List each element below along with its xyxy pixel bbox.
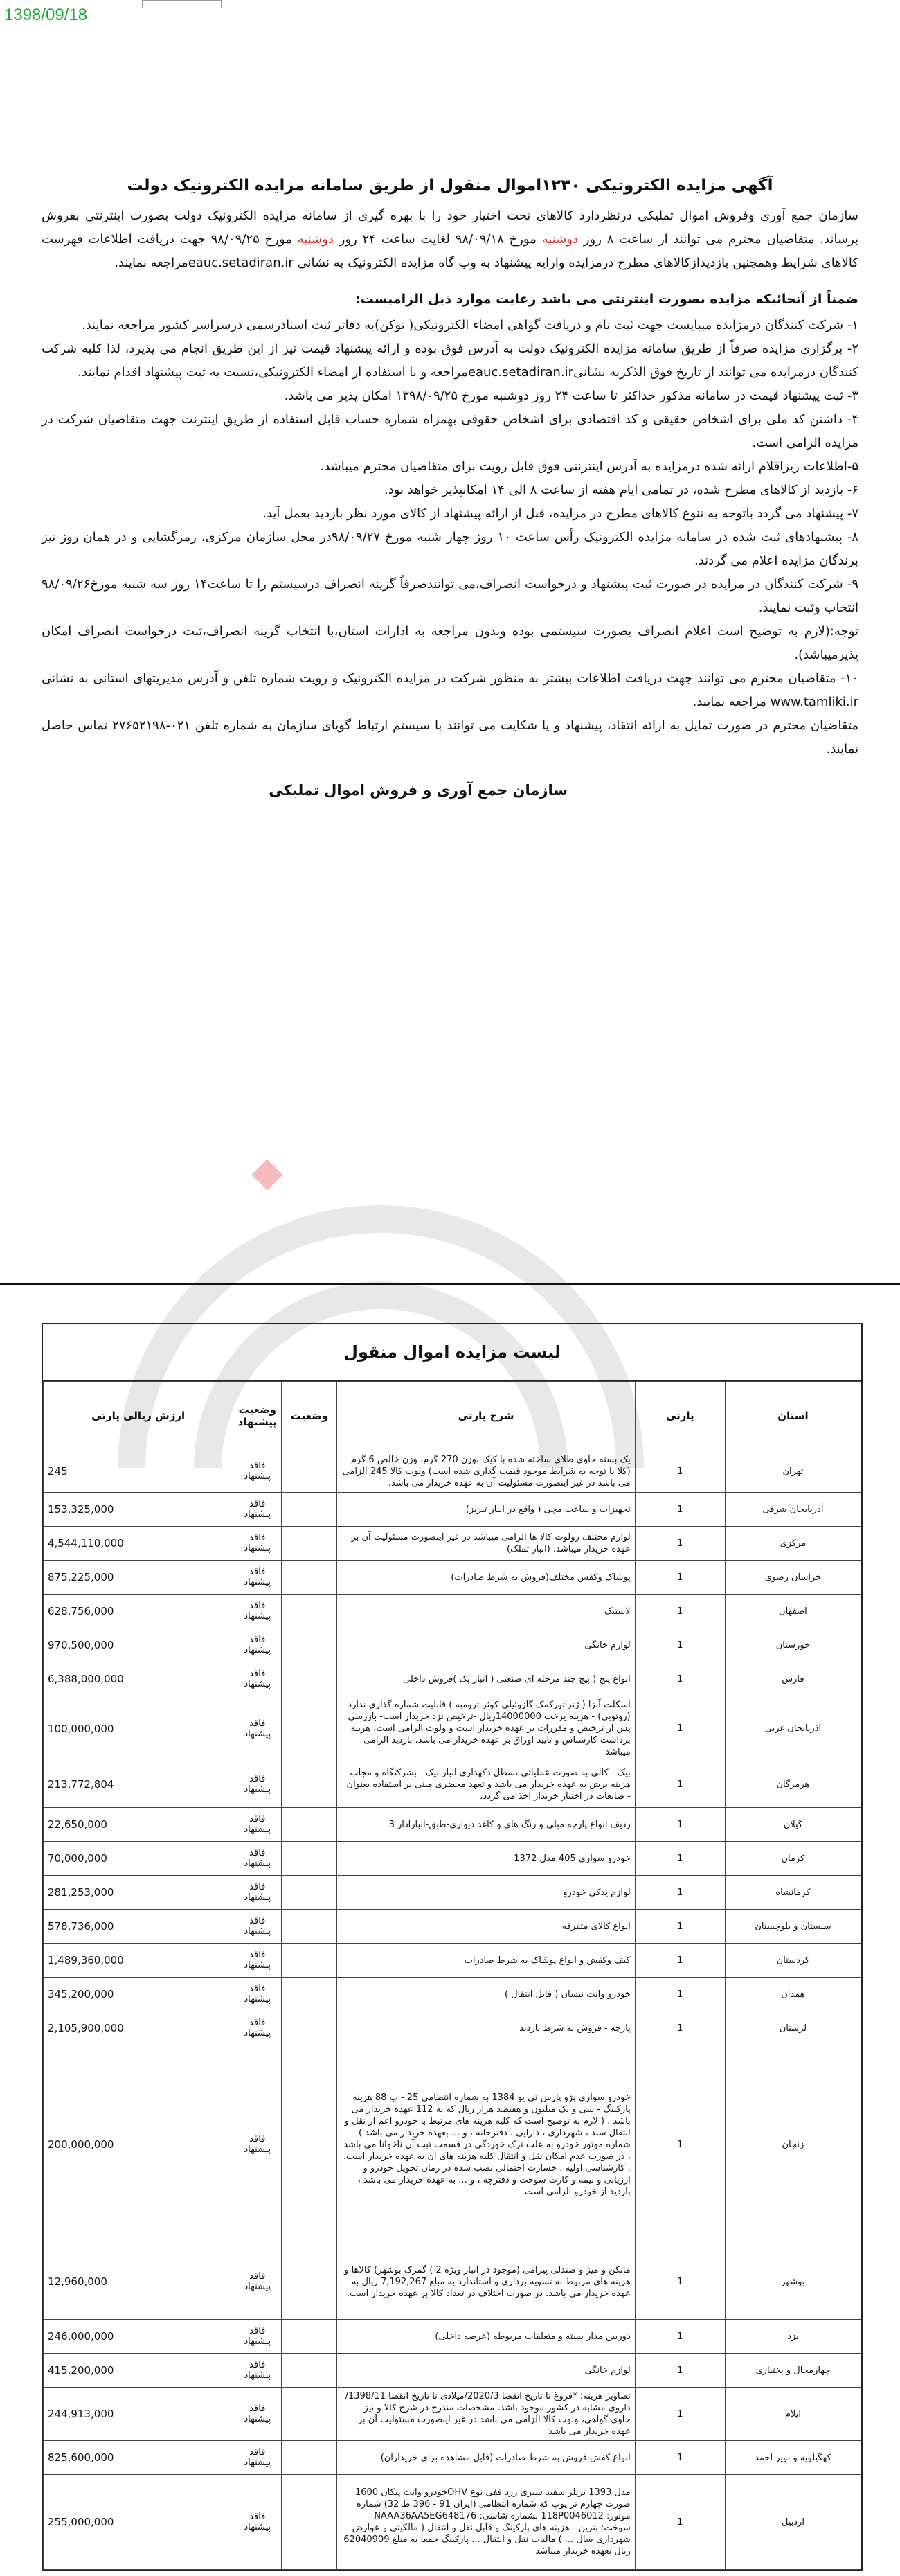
col-value: ارزش ریالی پارتی [44, 1382, 233, 1450]
col-status: وضعیت [282, 1382, 337, 1450]
cell-status [282, 1910, 337, 1944]
notice-item: متقاضیان محترم در صورت تمایل به ارائه انتقاد، پیشنهاد و یا شکایت می توانند با سیستم ارتباط گویای سازمان به شماره تلفن ۰۲۱-۲۷۶۵۲۱۹۸ تماس حاصل نمایند. [42, 718, 858, 756]
table-row [44, 1808, 861, 1842]
cell-parcel: 1 [635, 1842, 725, 1876]
notice-title: آگهی مزایده الکترونیکی ۱۲۳۰اموال منقول از طریق سامانه مزایده الکترونیک دولت [127, 177, 773, 195]
cell-parcel: 1 [635, 2441, 725, 2475]
cell-province: خراسان رضوی [725, 1561, 861, 1595]
notice-item: ۲- برگزاری مزایده صرفاً از طریق سامانه مزایده الکترونیک دولت به آدرس فوق بوده و ارائه پیشنهاد قیمت نیز از این طریق انجام می پذیرد، لذا کلیه شرکت کنندگان درمزایده می توانند از تاریخ فوق الذکربه نشانیeauc.setadiran.irمراجعه و با استفاده از امضاء الکترونیکی،نسبت به ثبت پیشنهاد اقدام نمایند. [42, 341, 858, 380]
cell-parcel: 1 [635, 2011, 725, 2045]
cell-province: فارس [725, 1662, 861, 1696]
cell-offer-status: فاقد پیشنهاد [233, 1978, 282, 2011]
toolbar-button[interactable] [201, 0, 222, 8]
notice-requirements-heading: ضمناً از آنجائیکه مزایده بصورت اینترنتی می باشد رعایت موارد ذیل الزامیست: [355, 292, 858, 307]
cell-status [282, 1944, 337, 1978]
cell-offer-status: فاقد پیشنهاد [233, 1808, 282, 1842]
cell-offer-status: فاقد پیشنهاد [233, 1493, 282, 1527]
cell-description: خودرو سواری پژو پارس تی یو 1384 به شماره انتظامی 25 - ب 88 هزینه پارکینگ - سی و یک میلیون و هفتصد هزار ریال که به 112 عهده خریدار می باشد . ( لازم به توضیح است که کلیه هزینه های مرتبط با خودرو اعم از نقل و انتقال سند ، شهرداری ، دارایی ، دفترخانه ، و ... بعهده خریدار می باشد ) شماره موتور خودرو به علت ترک خوردگی در قسمت ثبت آن ناخوانا می باشد ، در صورت عدم امکان نقل و انتقال کلیه هزینه های آن به عهده خریدار است. ، کارشناسی اولیه ، خسارت احتمالی نصب شده در زمان تحویل خودرو و ارزیابی و بیمه و کارت سوخت و دفترچه ، و ... به عهده خریدار می باشد ، بازدید از خودرو الزامی است [337, 2045, 635, 2244]
cell-description: لوازم یدکی خودرو [337, 1876, 635, 1910]
cell-parcel: 1 [635, 2388, 725, 2441]
notice-item: توجه:(لازم به توضیح است اعلام انصراف بصورت سیستمی بوده وبدون مراجعه به ادارات استان،با انتخاب گزینه انصراف،ثبت درخواست انصراف امکان پذیرمیباشد). [42, 624, 858, 662]
cell-province: همدان [725, 1978, 861, 2011]
cell-status [282, 1761, 337, 1808]
cell-parcel: 1 [635, 2244, 725, 2320]
cell-parcel: 1 [635, 1944, 725, 1978]
cell-province: خوزستان [725, 1628, 861, 1662]
cell-parcel: 1 [635, 1910, 725, 1944]
cell-description: تصاویر هزینه: *فروغ تا تاریخ انقضا 2020/3/میلادی تا تاریخ انقضا 1398/11/ داروی مشابه در کشور موجود باشد. مشخصات مندرج در شرح کالا و نیز حاوی گواهی، ولوت کالا الزامی می باشد در غیر اینصورت مسئولیت آن بر عهده خریدار می باشد [337, 2388, 635, 2441]
table-row [44, 2354, 861, 2388]
cell-status [282, 1561, 337, 1595]
cell-value: 825,600,000 [44, 2441, 233, 2475]
watermark-accent-diamond [251, 1159, 282, 1190]
cell-province: زنجان [725, 2045, 861, 2244]
cell-value: 2,105,900,000 [44, 2011, 233, 2045]
cell-value: 6,388,000,000 [44, 1662, 233, 1696]
cell-province: هرمزگان [725, 1761, 861, 1808]
cell-status [282, 1842, 337, 1876]
notice-item: ۹- شرکت کنندگان در مزایده در صورت ثبت پیشنهاد و درخواست انصراف،می توانندصرفاً گزینه انصراف درسیستم را تا ساعت۱۴ روز سه شنبه مورخ۹۸/۰۹/۲۶ انتخاب وثبت نمایند. [42, 577, 859, 615]
cell-parcel: 1 [635, 2354, 725, 2388]
cell-status [282, 1978, 337, 2011]
cell-value: 255,000,000 [44, 2475, 233, 2570]
cell-status [282, 2388, 337, 2441]
cell-province: تهران [725, 1450, 861, 1493]
cell-description: لوازم مختلف رولوت کالا ها الزامی میباشد در غیر اینصورت مسئولیت آن بر عهده خریدار میباشد. (انبار تملک) [337, 1527, 635, 1561]
cell-description: دوربین مدار بسته و متعلقات مربوطه (عرضه داخلی) [337, 2320, 635, 2354]
section-divider [0, 1283, 900, 1285]
table-row [44, 1761, 861, 1808]
cell-value: 12,960,000 [44, 2244, 233, 2320]
cell-province: بوشهر [725, 2244, 861, 2320]
cell-offer-status: فاقد پیشنهاد [233, 1662, 282, 1696]
cell-parcel: 1 [635, 2475, 725, 2570]
cell-parcel: 1 [635, 1662, 725, 1696]
notice-item: ۷- پیشنهاد می گردد باتوجه به تنوع کالاهای مطرح در مزایده، قبل از ارائه پیشنهاد از کالای مورد نظر بازدید بعمل آید. [262, 506, 858, 521]
cell-value: 200,000,000 [44, 2045, 233, 2244]
notice-item: ۸- پیشنهادهای ثبت شده در سامانه مزایده الکترونیک رأس ساعت ۱۰ روز چهار شنبه مورخ ۹۸/۰۹/۲۷در محل سازمان مرکزی، رمزگشایی و در همان روز نیز برندگان مزایده اعلام می گردند. [42, 530, 858, 568]
table-row [44, 1910, 861, 1944]
cell-offer-status: فاقد پیشنهاد [233, 2388, 282, 2441]
cell-status [282, 1595, 337, 1628]
cell-province: اردبیل [725, 2475, 861, 2570]
cell-parcel: 1 [635, 1808, 725, 1842]
cell-description: یک بسته حاوی طلای ساخته شده با کیک بوزن 270 گرم، وزن خالص 6 گرم (کلا با توجه به شرایط موجود قیمت گذاری شده است) ولوت کالا 245 الزامی می باشد در غیر اینصورت مسئولیت آن به عهده خریدار می باشد. [337, 1450, 635, 1493]
notice-item: ۵-اطلاعات ریزاقلام ارائه شده درمزایده به آدرس اینترنتی فوق قابل رویت برای متقاضیان محترم میباشد. [320, 459, 858, 474]
table-row [44, 1696, 861, 1761]
cell-value: 245 [44, 1450, 233, 1493]
cell-value: 70,000,000 [44, 1842, 233, 1876]
cell-value: 415,200,000 [44, 2354, 233, 2388]
cell-status [282, 1808, 337, 1842]
cell-status [282, 1876, 337, 1910]
cell-parcel: 1 [635, 1978, 725, 2011]
cell-parcel: 1 [635, 1696, 725, 1761]
cell-province: کرمانشاه [725, 1876, 861, 1910]
auction-table [43, 1381, 861, 2570]
table-row [44, 1944, 861, 1978]
cell-description: لوازم خانگی [337, 1628, 635, 1662]
cell-province: آذربایجان غربی [725, 1696, 861, 1761]
cell-parcel: 1 [635, 2320, 725, 2354]
cell-description: انواع کفش فروش به شرط صادرات (قابل مشاهده برای خریداران) [337, 2441, 635, 2475]
auction-list-table [42, 1323, 863, 2571]
cell-status [282, 2441, 337, 2475]
cell-offer-status: فاقد پیشنهاد [233, 2244, 282, 2320]
cell-parcel: 1 [635, 1493, 725, 1527]
col-description: شرح پارتی [337, 1382, 635, 1450]
cell-value: 22,650,000 [44, 1808, 233, 1842]
cell-province: یزد [725, 2320, 861, 2354]
table-row [44, 2011, 861, 2045]
table-row [44, 1493, 861, 1527]
col-province: استان [725, 1382, 861, 1450]
table-row [44, 1561, 861, 1595]
cell-province: چهارمحال و بختیاری [725, 2354, 861, 2388]
cell-offer-status: فاقد پیشنهاد [233, 1876, 282, 1910]
cell-status [282, 2320, 337, 2354]
table-row [44, 1662, 861, 1696]
cell-value: 875,225,000 [44, 1561, 233, 1595]
cell-description: مدل 1393 تریلر سفید شیری زرد قفی نوع OHVخودرو وانت پیکان 1600 صورت چهارم تر یوپ که شماره انتظامی (ایران 91 - 396 ط 32) شماره موتور: 118P0046012 بشماره شاسی: NAAA36AA5EG648176 سوخت: بنزین - هزینه های پارکینگ و قابل نقل و انتقال ( مالکیتی و عوارض شهرداری سال ... ) مالیات نقل و انتقال ... پارکینگ جمعا به مبلغ 62040909 ریال بعهده خریدار میباشد [337, 2475, 635, 2570]
cell-status [282, 2045, 337, 2244]
cell-value: 100,000,000 [44, 1696, 233, 1761]
cell-offer-status: فاقد پیشنهاد [233, 2475, 282, 2570]
table-row [44, 1876, 861, 1910]
table-row [44, 1978, 861, 2011]
cell-description: لاستیک [337, 1595, 635, 1628]
cell-status [282, 1527, 337, 1561]
cell-province: لرستان [725, 2011, 861, 2045]
cell-offer-status: فاقد پیشنهاد [233, 2354, 282, 2388]
cell-description: مانکن و میز و صندلی پیرامی (موجود در انبار ویژه 2 ) گمرک بوشهر) کالاها و هزینه های مربوط به تسویه برداری و استاندارد به مبلغ 7,192,267 ریال به عهده خریدار می باشد. در صورت اختلاف در تعداد کالا بر عهده خریدار است. [337, 2244, 635, 2320]
cell-offer-status: فاقد پیشنهاد [233, 1910, 282, 1944]
cell-status [282, 2244, 337, 2320]
cell-offer-status: فاقد پیشنهاد [233, 1628, 282, 1662]
cell-value: 345,200,000 [44, 1978, 233, 2011]
cell-description: اسکلت آنزا ( ژنراتورکمک گازوئیلی کوثر ترومبه ) قابلیت شماره گذاری ندارد (روتوبی) - هزینه یرخت 14000000ریال -ترخیص نزد خریدار است- بازرسی پس از ترخیص و مقررات بر عهده خریدار است و ولوت الزامی است، هزینه برداشت کارشناس و تایید اوراق بر عهده خریدار می باشد. بازدید الزامی میباشد [337, 1696, 635, 1761]
cell-description: کیف وکفش و انواع پوشاک به شرط صادرات [337, 1944, 635, 1978]
cell-value: 244,913,000 [44, 2388, 233, 2441]
toolbar-input[interactable] [142, 0, 202, 8]
table-row [44, 2045, 861, 2244]
cell-status [282, 1628, 337, 1662]
notice-item: ۶- بازدید از کالاهای مطرح شده، در تمامی ایام هفته از ساعت ۸ الی ۱۴ امکانپذیر خواهد بود. [384, 483, 858, 497]
cell-offer-status: فاقد پیشنهاد [233, 1450, 282, 1493]
table-row [44, 1842, 861, 1876]
cell-parcel: 1 [635, 1561, 725, 1595]
cell-value: 281,253,000 [44, 1876, 233, 1910]
cell-description: خودرو سواری 405 مدل 1372 [337, 1842, 635, 1876]
cell-value: 970,500,000 [44, 1628, 233, 1662]
cell-value: 1,489,360,000 [44, 1944, 233, 1978]
cell-description: پوشاک وکفش مختلف(فروش به شرط صادرات) [337, 1561, 635, 1595]
cell-province: آذربایجان شرقی [725, 1493, 861, 1527]
cell-parcel: 1 [635, 1527, 725, 1561]
table-header-row [44, 1382, 861, 1450]
notice-item: ۳- ثبت پیشنهاد قیمت در سامانه مذکور حداکثر تا ساعت ۲۴ روز دوشنبه مورخ ۱۳۹۸/۰۹/۲۵ امکان پذیر می باشد. [284, 389, 858, 403]
cell-province: کهگیلویه و بویر احمد [725, 2441, 861, 2475]
col-offer-status: وضعیت پیشنهاد [233, 1382, 282, 1450]
notice-item: ۱۰- متقاضیان محترم می توانند جهت دریافت اطلاعات بیشتر به منظور شرکت در مزایده الکترونیک و رویت شماره تلفن و آدرس مدیریتهای استانی به نشانی www.tamliki.ir مراجعه نمایند. [42, 671, 858, 709]
cell-province: کرمان [725, 1842, 861, 1876]
cell-parcel: 1 [635, 1450, 725, 1493]
cell-offer-status: فاقد پیشنهاد [233, 2441, 282, 2475]
cell-description: انواع کالای متفرقه [337, 1910, 635, 1944]
cell-description: انواع پنج ( پیچ چند مرحله ای صنعتی ( انبار پک )فروش داخلی [337, 1662, 635, 1696]
cell-value: 213,772,804 [44, 1761, 233, 1808]
table-row [44, 2388, 861, 2441]
table-title: لیست مزایده اموال منقول [43, 1324, 861, 1381]
cell-value: 153,325,000 [44, 1493, 233, 1527]
table-row [44, 1527, 861, 1561]
publish-date: 1398/09/18 [4, 6, 88, 24]
cell-parcel: 1 [635, 1876, 725, 1910]
col-parcel: پارتی [635, 1382, 725, 1450]
table-row [44, 1595, 861, 1628]
table-row [44, 1450, 861, 1493]
cell-status [282, 2011, 337, 2045]
table-row [44, 1628, 861, 1662]
cell-province: گیلان [725, 1808, 861, 1842]
cell-parcel: 1 [635, 2045, 725, 2244]
cell-value: 4,544,110,000 [44, 1527, 233, 1561]
cell-status [282, 2475, 337, 2570]
cell-offer-status: فاقد پیشنهاد [233, 1527, 282, 1561]
cell-value: 578,736,000 [44, 1910, 233, 1944]
cell-status [282, 1696, 337, 1761]
cell-description: پارچه - فروش به شرط بازدید [337, 2011, 635, 2045]
notice-item: ۴- داشتن کد ملی برای اشخاص حقیقی و کد اقتصادی برای اشخاص حقوقی بهمراه شماره حساب قابل استفاده از طریق اینترنت جهت متقاضیان شرکت در مزایده الزامی است. [42, 412, 858, 450]
cell-province: سیستان و بلوچستان [725, 1910, 861, 1944]
cell-offer-status: فاقد پیشنهاد [233, 1944, 282, 1978]
cell-offer-status: فاقد پیشنهاد [233, 2320, 282, 2354]
cell-parcel: 1 [635, 1761, 725, 1808]
notice-signature: سازمان جمع آوری و فروش اموال تملیکی [269, 782, 568, 799]
cell-description: ردیف انواع پارچه مبلی و رنگ های و کاغذ دیواری-طبق-انبارادار 3 [337, 1808, 635, 1842]
cell-status [282, 1450, 337, 1493]
cell-offer-status: فاقد پیشنهاد [233, 1842, 282, 1876]
cell-parcel: 1 [635, 1595, 725, 1628]
table-row [44, 2475, 861, 2570]
cell-offer-status: فاقد پیشنهاد [233, 2011, 282, 2045]
cell-offer-status: فاقد پیشنهاد [233, 1595, 282, 1628]
cell-province: کردستان [725, 1944, 861, 1978]
auction-notice [42, 177, 858, 799]
notice-item: ۱- شرکت کنندگان درمزایده میبایست جهت ثبت نام و دریافت گواهی امضاء الکترونیکی( توکن)به دفاتر ثبت اسنادرسمی درسراسر کشور مراجعه نمایند. [82, 318, 858, 332]
cell-province: ایلام [725, 2388, 861, 2441]
top-bar [0, 0, 900, 17]
table-row [44, 2244, 861, 2320]
table-row [44, 2320, 861, 2354]
cell-description: خودرو وانت نیسان ( قابل انتقال ) [337, 1978, 635, 2011]
cell-province: مرکزی [725, 1527, 861, 1561]
cell-province: اصفهان [725, 1595, 861, 1628]
cell-value: 246,000,000 [44, 2320, 233, 2354]
cell-offer-status: فاقد پیشنهاد [233, 2045, 282, 2244]
cell-parcel: 1 [635, 1628, 725, 1662]
cell-status [282, 2354, 337, 2388]
cell-status [282, 1662, 337, 1696]
cell-description: لوازم خانگی [337, 2354, 635, 2388]
cell-status [282, 1493, 337, 1527]
cell-offer-status: فاقد پیشنهاد [233, 1696, 282, 1761]
cell-description: بیک - کالی به صورت عملیاتی ،سطل دکهداری انبار بیک - بشرکتگاه و مجاب هزینه برش به عهده خریدار می باشد و تعهد محضری مبنی بر استفاده بعنوان - ضایعات در اختیار خریدار اخذ می گردد. [337, 1761, 635, 1808]
table-row [44, 2441, 861, 2475]
cell-offer-status: فاقد پیشنهاد [233, 1761, 282, 1808]
cell-value: 628,756,000 [44, 1595, 233, 1628]
cell-description: تجهیزات و ساعت مچی ( واقع در انبار تبریز) [337, 1493, 635, 1527]
notice-intro: سازمان جمع آوری وفروش اموال تملیکی درنظردارد کالاهای تحت اختیار خود را با بهره گیری از سامانه مزایده الکترونیک دولت بصورت اینترنتی بفروش برساند. متقاضیان محترم می توانند از ساعت ۸ روز دوشنبه مورخ ۹۸/۰۹/۱۸ لغایت ساعت ۲۴ روز دوشنبه مورخ ۹۸/۰۹/۲۵ جهت دریافت اطلاعات فهرست کالاهای شرایط وهمچنین بازدیدازکالاهای مطرح درمزایده وارایه پیشنهاد به وب گاه مزایده الکترونیک به نشانی eauc.setadiran.irمراجعه نمایند. [42, 208, 859, 270]
cell-offer-status: فاقد پیشنهاد [233, 1561, 282, 1595]
